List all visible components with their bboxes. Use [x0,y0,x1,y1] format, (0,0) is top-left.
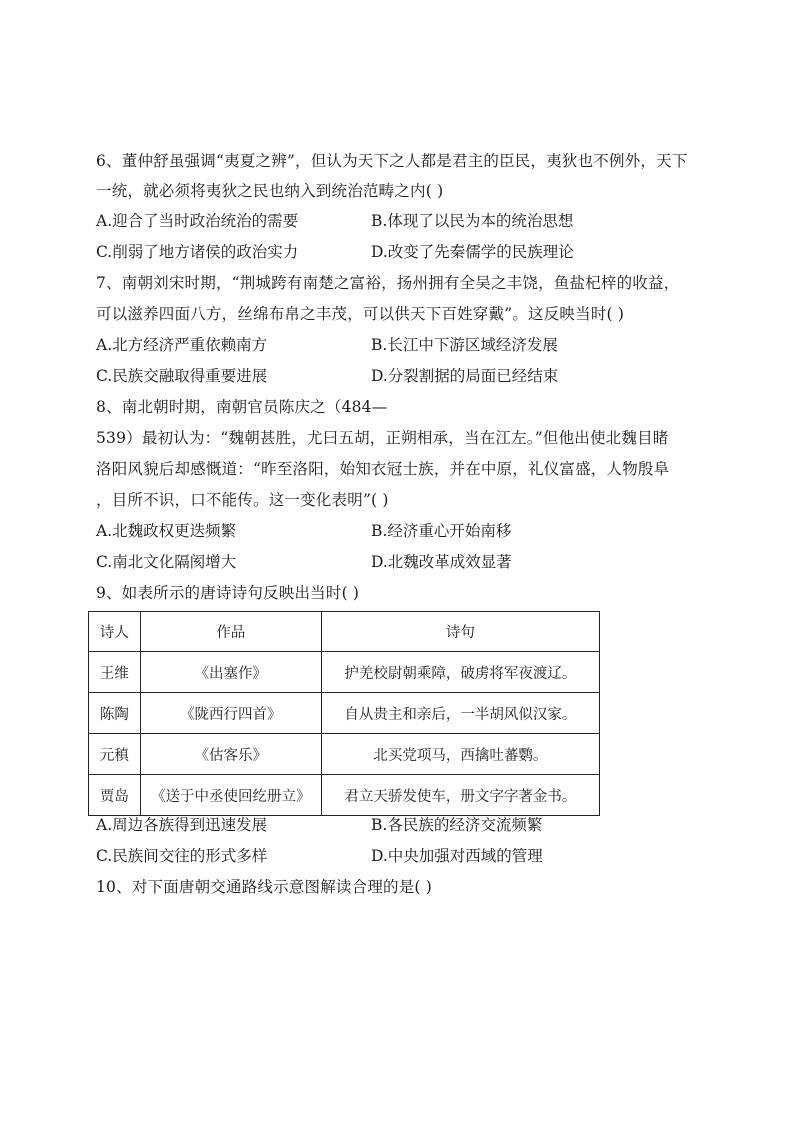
q9-option-a[interactable]: A.周边各族得到迅速发展 [96,816,268,834]
q7-option-c[interactable]: C.民族交融取得重要进展 [96,367,268,385]
header-verse: 诗句 [321,612,599,652]
q8-stem-line-4: ，目所不识，口不能传。这一变化表明”( ) [96,491,389,509]
cell-work: 《陇西行四首》 [140,693,321,734]
table-row [89,652,600,693]
q8-stem-line-2: 539）最初认为：“魏朝甚胜，尤曰五胡，正朔相承，当在江左。”但他出使北魏目睹 [96,429,669,447]
q8-stem-line-1: 8、南北朝时期，南朝官员陈庆之（484— [96,398,388,416]
poem-table [88,611,600,816]
cell-verse: 君立天骄发使车，册文字字著金书。 [321,775,599,816]
cell-poet: 元稹 [89,734,141,775]
q6-option-b[interactable]: B.体现了以民为本的统治思想 [371,212,574,230]
cell-work: 《估客乐》 [140,734,321,775]
q9-stem: 9、如表所示的唐诗诗句反映出当时( ) [96,584,360,602]
table-row [89,693,600,734]
cell-verse: 自从贵主和亲后，一半胡风似汉家。 [321,693,599,734]
table-row [89,734,600,775]
table-row [89,775,600,816]
q8-option-d[interactable]: D.北魏改革成效显著 [371,553,512,571]
q8-option-b[interactable]: B.经济重心开始南移 [371,522,512,540]
q9-option-c[interactable]: C.民族间交往的形式多样 [96,847,268,865]
cell-verse: 北买党项马，西擒吐蕃鹦。 [321,734,599,775]
table-header-row [89,612,600,652]
q6-option-a[interactable]: A.迎合了当时政治统治的需要 [96,212,299,230]
cell-poet: 陈陶 [89,693,141,734]
cell-work: 《出塞作》 [140,652,321,693]
q7-option-d[interactable]: D.分裂割据的局面已经结束 [371,367,559,385]
header-poet: 诗人 [89,612,141,652]
q7-option-b[interactable]: B.长江中下游区域经济发展 [371,336,558,354]
cell-poet: 王维 [89,652,141,693]
q6-option-c[interactable]: C.削弱了地方诸侯的政治实力 [96,243,299,261]
q7-stem-line-2: 可以滋养四面八方，丝绵布帛之丰茂，可以供天下百姓穿戴”。这反映当时( ) [96,305,625,323]
q7-stem-line-1: 7、南朝刘宋时期，“荆城跨有南楚之富裕，扬州拥有全吴之丰饶，鱼盐杞梓的收益， [96,274,680,292]
q6-stem-line-2: 一统，就必须将夷狄之民也纳入到统治范畴之内( ) [96,182,444,200]
cell-poet: 贾岛 [89,775,141,816]
q8-stem-line-3: 洛阳风貌后却感慨道：“昨至洛阳，始知衣冠士族，并在中原，礼仪富盛，人物殷阜 [96,460,670,478]
q6-stem-line-1: 6、董仲舒虽强调“夷夏之辨”，但认为天下之人都是君主的臣民，夷狄也不例外，天下 [96,152,688,170]
q7-option-a[interactable]: A.北方经济严重依赖南方 [96,336,268,354]
header-work: 作品 [140,612,321,652]
q6-option-d[interactable]: D.改变了先秦儒学的民族理论 [371,243,574,261]
cell-work: 《送于中丞使回纥册立》 [140,775,321,816]
q8-option-c[interactable]: C.南北文化隔阂增大 [96,553,237,571]
q10-stem: 10、对下面唐朝交通路线示意图解读合理的是( ) [96,878,433,896]
cell-verse: 护羌校尉朝乘障，破虏将军夜渡辽。 [321,652,599,693]
q8-option-a[interactable]: A.北魏政权更迭频繁 [96,522,237,540]
q9-option-d[interactable]: D.中央加强对西域的管理 [371,847,543,865]
q9-option-b[interactable]: B.各民族的经济交流频繁 [371,816,543,834]
